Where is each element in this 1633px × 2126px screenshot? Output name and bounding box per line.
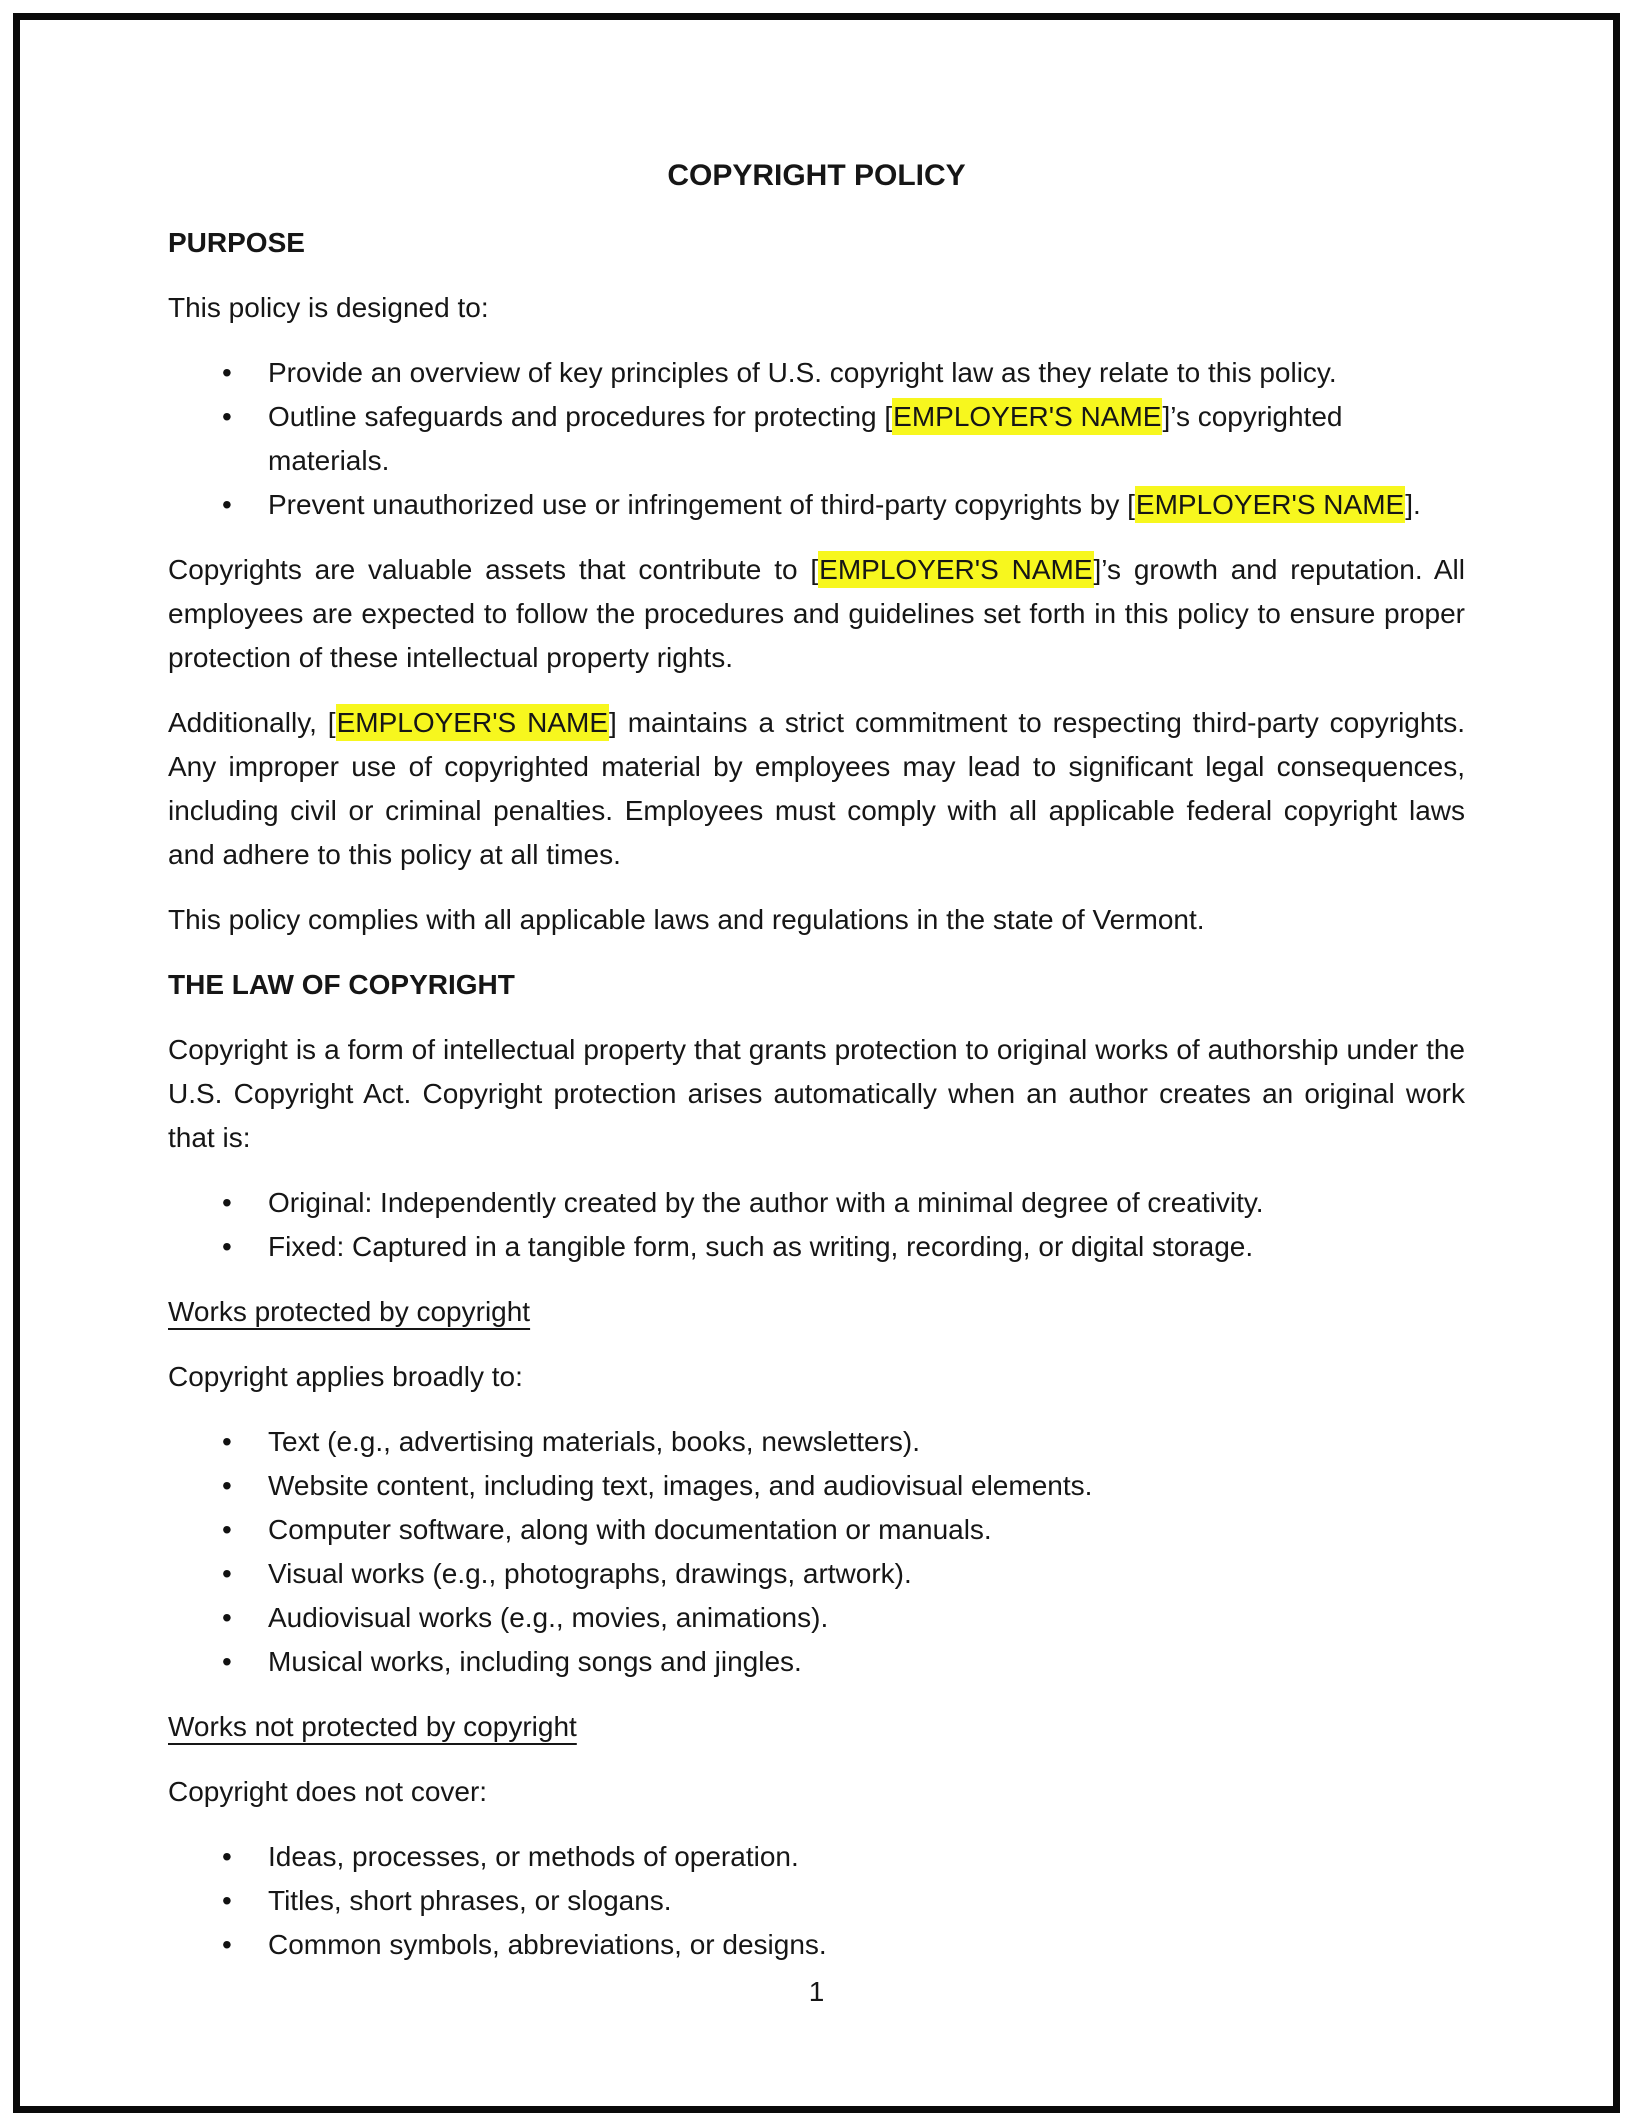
section-heading: THE LAW OF COPYRIGHT: [168, 969, 515, 1000]
bullet-item: [168, 483, 1465, 527]
text-run: Copyright is a form of intellectual property that grants protection to original works of authorship under the U.S. Copyright Act. Copyright protection arises automatically when an author creates an original work that is:: [168, 1034, 1465, 1153]
text-run: Text (e.g., advertising materials, books, newsletters).: [268, 1426, 921, 1457]
subsection-heading: Works protected by copyright: [168, 1296, 531, 1327]
text-run: Common symbols, abbreviations, or designs.: [268, 1929, 827, 1960]
paragraph: [168, 1355, 1465, 1399]
text-run: ]’s copyrighted materials.: [268, 401, 1343, 476]
bullet-item: [168, 1225, 1465, 1269]
bullet-item: [168, 1835, 1465, 1879]
bullet-item: [168, 351, 1465, 395]
bullet-item: [168, 1640, 1465, 1684]
employer-name-highlight: EMPLOYER'S NAME: [1135, 486, 1405, 523]
text-run: Outline safeguards and procedures for protecting [: [268, 401, 893, 432]
page-number: 1: [808, 1976, 825, 2007]
bullet-item: [168, 1420, 1465, 1464]
bullet-list: [168, 1835, 1465, 1967]
text-run: ]’s growth and reputation. All employees are expected to follow the procedures and guidelines set forth in this policy to ensure proper protection of these intellectual property rights.: [168, 554, 1466, 673]
paragraph: [168, 1028, 1465, 1160]
employer-name-highlight: EMPLOYER'S NAME: [818, 551, 1093, 588]
bullet-item: [168, 1464, 1465, 1508]
text-run: Copyright applies broadly to:: [168, 1361, 523, 1392]
text-run: This policy is designed to:: [168, 292, 489, 323]
bullet-list: [168, 351, 1465, 527]
text-run: Provide an overview of key principles of U.S. copyright law as they relate to this policy.: [268, 357, 1337, 388]
text-run: Website content, including text, images, and audiovisual elements.: [268, 1470, 1093, 1501]
section-heading: PURPOSE: [168, 227, 305, 258]
bullet-list: [168, 1181, 1465, 1269]
bullet-item: [168, 1879, 1465, 1923]
paragraph: [168, 286, 1465, 330]
bullet-item: [168, 1596, 1465, 1640]
text-run: Ideas, processes, or methods of operation.: [268, 1841, 799, 1872]
page-content: [168, 154, 1465, 1988]
bullet-item: [168, 1508, 1465, 1552]
bullet-item: [168, 1181, 1465, 1225]
page-border-frame: [13, 13, 1620, 2113]
text-run: Copyright does not cover:: [168, 1776, 488, 1807]
text-run: Original: Independently created by the author with a minimal degree of creativity.: [268, 1187, 1264, 1218]
paragraph: [168, 701, 1465, 877]
text-run: Computer software, along with documentation or manuals.: [268, 1514, 992, 1545]
text-run: Fixed: Captured in a tangible form, such as writing, recording, or digital storage.: [268, 1231, 1254, 1262]
paragraph: [168, 898, 1465, 942]
document-body: [168, 221, 1465, 1967]
text-run: Musical works, including songs and jingles.: [268, 1646, 802, 1677]
employer-name-highlight: EMPLOYER'S NAME: [892, 398, 1162, 435]
text-run: This policy complies with all applicable laws and regulations in the state of Vermont.: [168, 904, 1205, 935]
bullet-item: [168, 1552, 1465, 1596]
bullet-item: [168, 395, 1465, 483]
text-run: Additionally, [: [168, 707, 336, 738]
text-run: Prevent unauthorized use or infringement of third-party copyrights by [: [268, 489, 1135, 520]
document-title: COPYRIGHT POLICY: [667, 159, 966, 192]
text-run: Audiovisual works (e.g., movies, animations).: [268, 1602, 829, 1633]
text-run: ].: [1405, 489, 1421, 520]
paragraph: [168, 548, 1465, 680]
bullet-item: [168, 1923, 1465, 1967]
paragraph: [168, 1770, 1465, 1814]
employer-name-highlight: EMPLOYER'S NAME: [336, 704, 609, 741]
subsection-heading: Works not protected by copyright: [168, 1711, 577, 1742]
text-run: Visual works (e.g., photographs, drawings, artwork).: [268, 1558, 912, 1589]
text-run: ] maintains a strict commitment to respecting third-party copyrights. Any improper use of copyrighted material by employees may lead to significant legal consequences, including civil or criminal penalties. Employees must comply with all applicable federal copyright laws and adhere to this policy at all times.: [168, 707, 1466, 870]
text-run: Titles, short phrases, or slogans.: [268, 1885, 672, 1916]
text-run: Copyrights are valuable assets that contribute to [: [168, 554, 819, 585]
bullet-list: [168, 1420, 1465, 1684]
